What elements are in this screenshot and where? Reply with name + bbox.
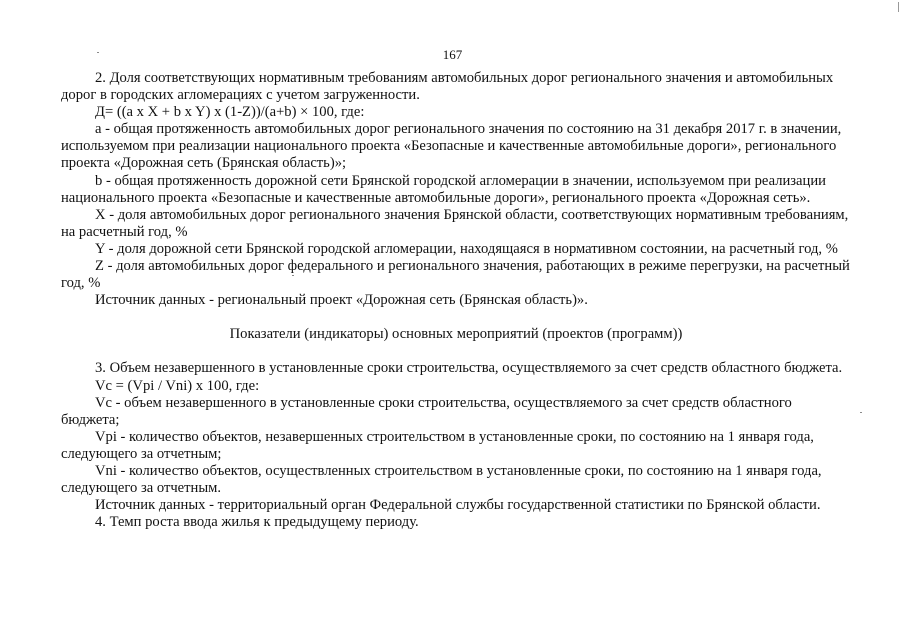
formula-vc: Vc = (Vpi / Vni) x 100, где: [95, 377, 260, 394]
paragraph-item-4: 4. Темп роста ввода жилья к предыдущему периоду. [95, 514, 419, 531]
definition-vni: Vni - количество объектов, осуществленных строительством в установленные сроки, по состоянию на 1 января года, следующего за отчетным. [61, 462, 822, 497]
scan-edge-mark [898, 2, 899, 12]
definition-b: b - общая протяженность дорожной сети Брянской городской агломерации в значении, используемом при реализации национального проекта «Безопасные и качественные автомобильные дороги», регионального проекта «Дорожная сеть». [61, 172, 826, 206]
definition-vpi: Vpi - количество объектов, незавершенных строительством в установленные сроки, по состоянию на 1 января года, следующего за отчетным; [61, 428, 814, 462]
definition-y: Y - доля дорожной сети Брянской городской агломерации, находящаяся в нормативном состоянии, на расчетный год, % [95, 240, 838, 257]
section-heading: Показатели (индикаторы) основных мероприятий (проектов (программ)) [229, 326, 683, 343]
data-source-1: Источник данных - региональный проект «Дорожная сеть (Брянская область)». [95, 292, 588, 309]
scan-speck [860, 412, 862, 413]
formula-d: Д= ((a x X + b x Y) x (1-Z))/(a+b) × 100, где: [95, 104, 365, 121]
paragraph-item-2: 2. Доля соответствующих нормативным требованиям автомобильных дорог регионального значения и автомобильных дорог в городских агломерациях с учетом загруженности. [61, 70, 834, 104]
document-body [61, 70, 851, 531]
definition-z: Z - доля автомобильных дорог федерального и регионального значения, работающих в режиме перегрузки, на расчетный год, % [61, 258, 850, 292]
definition-a: a - общая протяженность автомобильных дорог регионального значения по состоянию на 31 декабря 2017 г. в значении, используемом при реализации национального проекта «Безопасные и качественные автомобильные дороги», регионального проекта «Дорожная сеть (Брянская область)»; [61, 121, 842, 172]
definition-vc: Vc - объем незавершенного в установленные сроки строительства, осуществляемого за счет средств областного бюджета; [61, 394, 792, 428]
data-source-2: Источник данных - территориальный орган Федеральной службы государственной статистики по Брянской области. [95, 497, 821, 514]
page-number: 167 [442, 47, 463, 62]
definition-x: X - доля автомобильных дорог регионального значения Брянской области, соответствующих нормативным требованиям, на расчетный год, % [61, 206, 849, 240]
paragraph-item-3: 3. Объем незавершенного в установленные сроки строительства, осуществляемого за счет средств областного бюджета. [95, 360, 843, 377]
